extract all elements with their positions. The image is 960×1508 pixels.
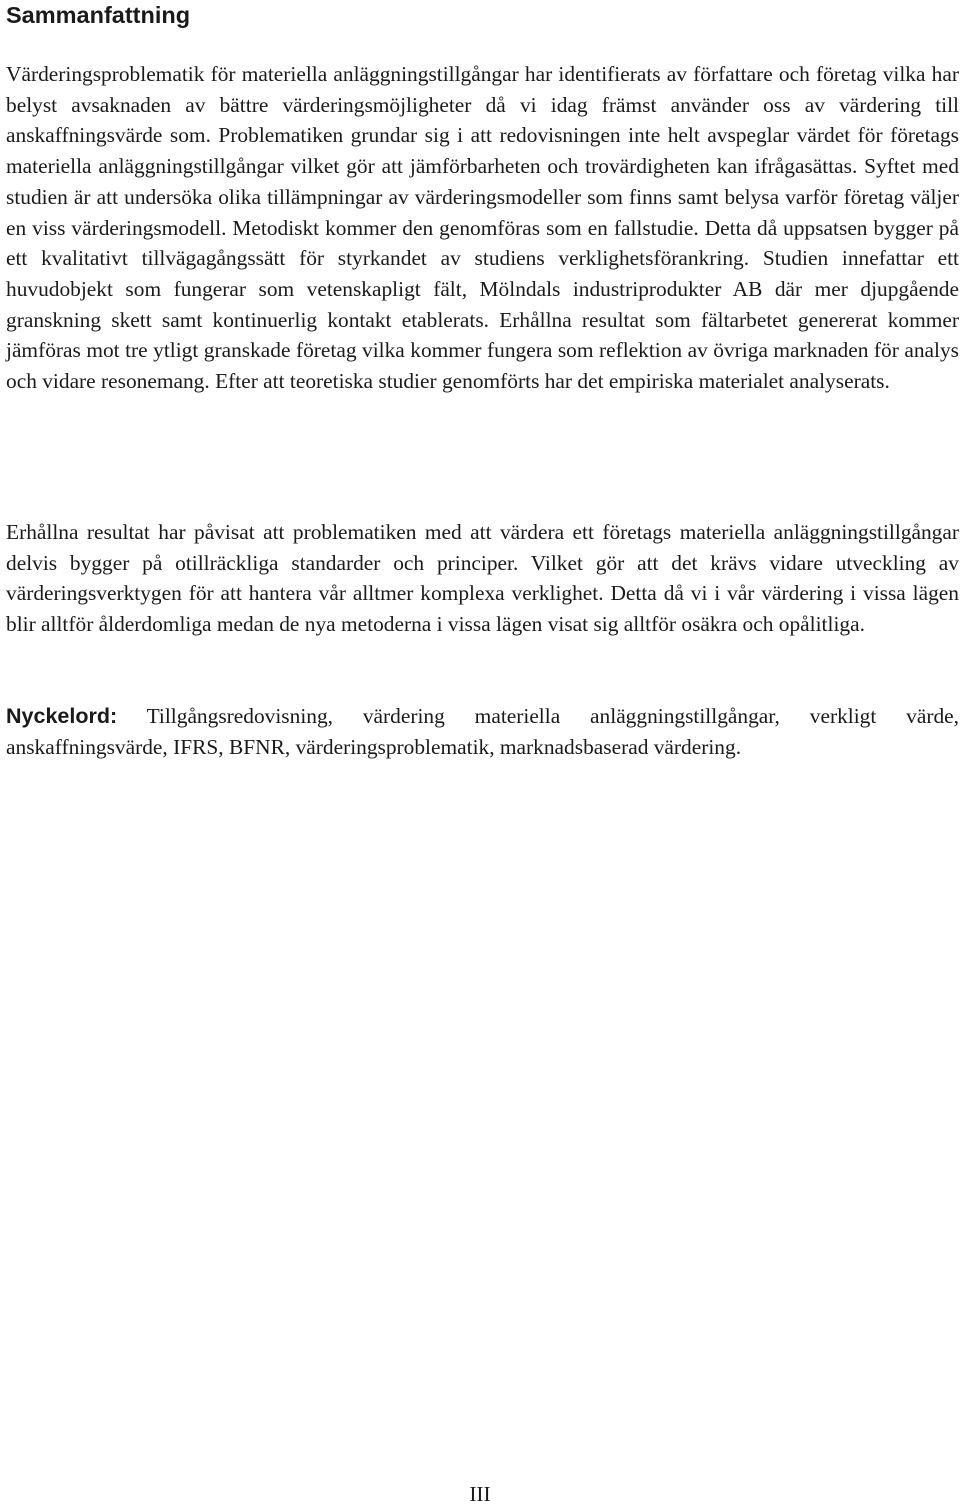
page-number: III — [469, 1482, 491, 1506]
abstract-paragraph-1: Värderingsproblematik för materiella anläggningstillgångar har identifierats av författare och företag vilka har belyst avsaknaden av bättre värderingsmöjligheter då vi idag främst använder oss av värdering till anskaffningsvärde som. Problematiken grundar sig i att redovisningen inte helt avspeglar värdet för företags materiella anläggningstillgångar vilket gör att jämförbarheten och trovärdigheten kan ifrågasättas. Syftet med studien är att undersöka olika tillämpningar av värderingsmodeller som finns samt belysa varför företag väljer en viss värderingsmodell. Metodiskt kommer den genomföras som en fallstudie. Detta då uppsatsen bygger på ett kvalitativt tillvägagångssätt för styrkandet av studiens verklighetsförankring. Studien innefattar ett huvudobjekt som fungerar som vetenskapligt fält, Mölndals industriprodukter AB där mer djupgående granskning skett samt kontinuerlig kontakt etablerats. Erhållna resultat som fältarbetet genererat kommer jämföras mot tre ytligt granskade företag vilka kommer fungera som reflektion av övriga marknaden för analys och vidare resonemang. Efter att teoretiska studier genomförts har det empiriska materialet analyserats. — [6, 62, 959, 394]
keywords-paragraph — [6, 701, 959, 762]
abstract-paragraph-2: Erhållna resultat har påvisat att problematiken med att värdera ett företags materiella anläggningstillgångar delvis bygger på otillräckliga standarder och principer. Vilket gör att det krävs vidare utveckling av värderingsverktygen för att hantera vår alltmer komplexa verklighet. Detta då vi i vår värdering i vissa lägen blir alltför ålderdomliga medan de nya metoderna i vissa lägen visat sig alltför osäkra och opålitliga. — [6, 520, 959, 637]
keywords-text: Tillgångsredovisning, värdering materiella anläggningstillgångar, verkligt värde, anskaffningsvärde, IFRS, BFNR, värderingsproblematik, marknadsbaserad värdering. — [6, 704, 959, 759]
section-heading: Sammanfattning — [6, 2, 191, 28]
keywords-label: Nyckelord: — [6, 704, 118, 728]
